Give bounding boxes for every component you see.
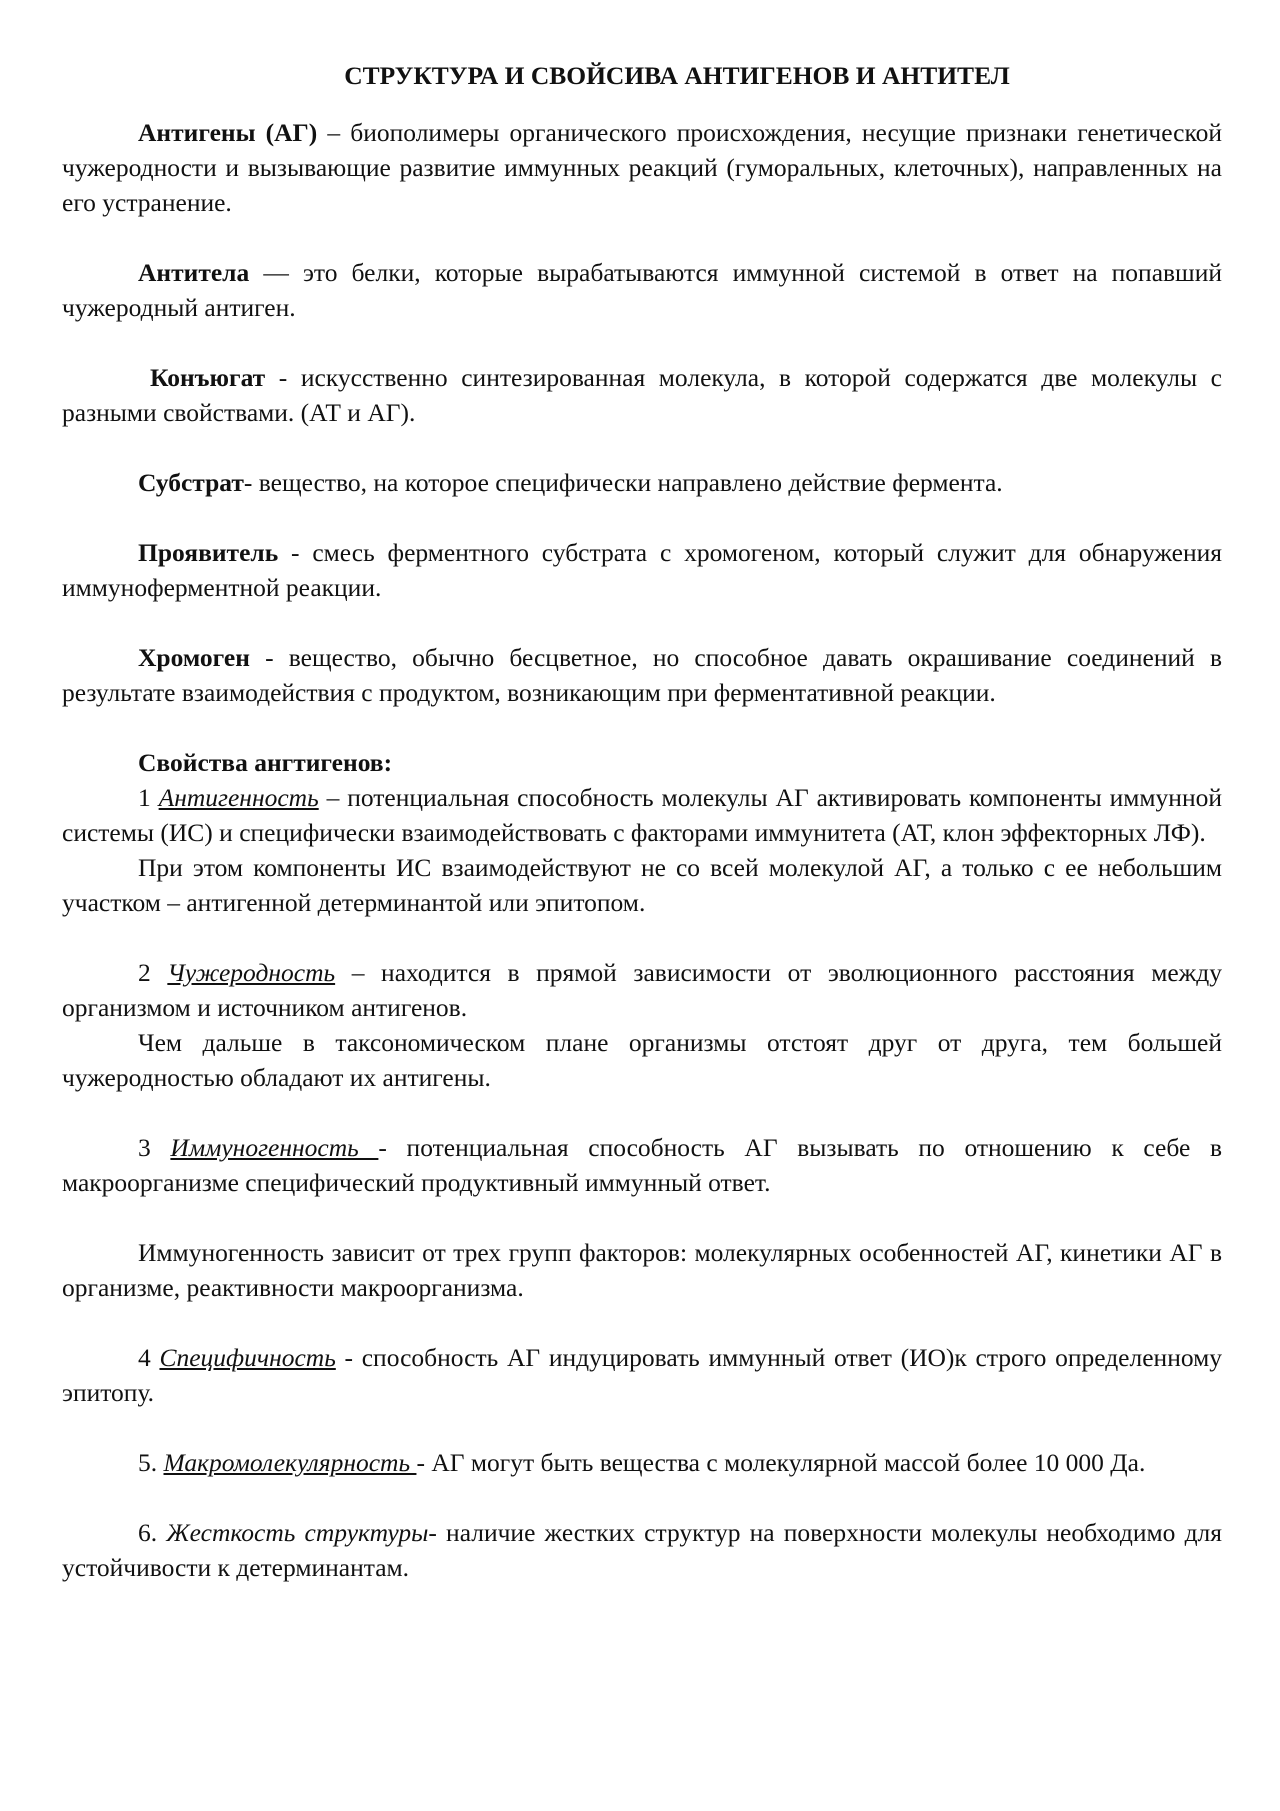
property-number: 6. xyxy=(138,1518,167,1547)
definition-term: Антигены (АГ) xyxy=(138,118,318,147)
property-antigenicity-note: При этом компоненты ИС взаимодействуют не со всей молекулой АГ, а только с ее небольшим участком – антигенной детерминантой или эпитопом. xyxy=(62,853,1222,917)
property-number: 3 xyxy=(138,1133,171,1162)
property-antigenicity xyxy=(62,780,1222,850)
property-name: Иммуногенность xyxy=(170,1133,379,1162)
definition-text: - смесь ферментного субстрата с хромогеном, который служит для обнаружения иммуноферментной реакции. xyxy=(62,538,1222,602)
property-text: - способность АГ индуцировать иммунный ответ (ИО)к строго определенному эпитопу. xyxy=(62,1343,1222,1407)
property-text: - АГ могут быть вещества с молекулярной массой более 10 000 Да. xyxy=(416,1448,1146,1477)
property-number: 5. xyxy=(138,1448,164,1477)
property-text: - наличие жестких структур на поверхности молекулы необходимо для устойчивости к детерминантам. xyxy=(62,1518,1223,1582)
definition-developer xyxy=(62,535,1222,605)
property-foreignness xyxy=(62,955,1222,1025)
definition-term: Конъюгат xyxy=(150,363,266,392)
document-title: СТРУКТУРА И СВОЙСИВА АНТИГЕНОВ И АНТИТЕЛ xyxy=(344,61,1010,90)
definition-term: Субстрат xyxy=(138,468,244,497)
property-specificity xyxy=(62,1340,1222,1410)
property-name: Антигенность xyxy=(158,783,319,812)
property-foreignness-note: Чем дальше в таксономическом плане организмы отстоят друг от друга, тем большей чужеродностью обладают их антигены. xyxy=(62,1028,1222,1092)
definition-text: – биополимеры органического происхождения, несущие признаки генетической чужеродности и вызывающие развитие иммунных реакций (гуморальных, клеточных), направленных на его устранение. xyxy=(62,118,1222,217)
property-number: 1 xyxy=(138,783,159,812)
definition-antigens xyxy=(62,115,1222,220)
definition-term: Антитела xyxy=(138,258,250,287)
properties-heading: Свойства ангтигенов: xyxy=(138,748,393,777)
definition-text: - вещество, обычно бесцветное, но способное давать окрашивание соединений в результате взаимодействия с продуктом, возникающим при ферментативной реакции. xyxy=(62,643,1222,707)
definition-text: — это белки, которые вырабатываются иммунной системой в ответ на попавший чужеродный антиген. xyxy=(62,258,1222,322)
property-immunogenicity xyxy=(62,1130,1222,1200)
property-rigidity xyxy=(62,1515,1222,1585)
property-immunogenicity-note: Иммуногенность зависит от трех групп факторов: молекулярных особенностей АГ, кинетики АГ в организме, реактивности макроорганизма. xyxy=(62,1238,1222,1302)
property-text: - потенциальная способность АГ вызывать по отношению к себе в макроорганизме специфический продуктивный иммунный ответ. xyxy=(62,1133,1222,1197)
definition-substrate xyxy=(62,465,1222,500)
definition-text: - искусственно синтезированная молекула, в которой содержатся две молекулы с разными свойствами. (АТ и АГ). xyxy=(62,363,1222,427)
definition-text: - вещество, на которое специфически направлено действие фермента. xyxy=(243,468,1003,497)
property-text: – находится в прямой зависимости от эволюционного расстояния между организмом и источником антигенов. xyxy=(62,958,1222,1022)
property-number: 2 xyxy=(138,958,168,987)
definition-term: Проявитель xyxy=(138,538,279,567)
definition-antibodies xyxy=(62,255,1222,325)
property-name: Жесткость структуры xyxy=(166,1518,429,1547)
property-text: – потенциальная способность молекулы АГ активировать компоненты иммунной системы (ИС) и специфически взаимодействовать с факторами иммунитета (АТ, клон эффекторных ЛФ). xyxy=(62,783,1222,847)
definition-chromogen xyxy=(62,640,1222,710)
definition-conjugate xyxy=(62,360,1222,430)
definition-term: Хромоген xyxy=(138,643,250,672)
document-body xyxy=(62,58,1222,1585)
property-name: Специфичность xyxy=(159,1343,336,1372)
property-number: 4 xyxy=(138,1343,160,1372)
property-macromolecularity xyxy=(62,1445,1222,1480)
property-name: Чужеродность xyxy=(167,958,336,987)
property-name: Макромолекулярность xyxy=(163,1448,417,1477)
